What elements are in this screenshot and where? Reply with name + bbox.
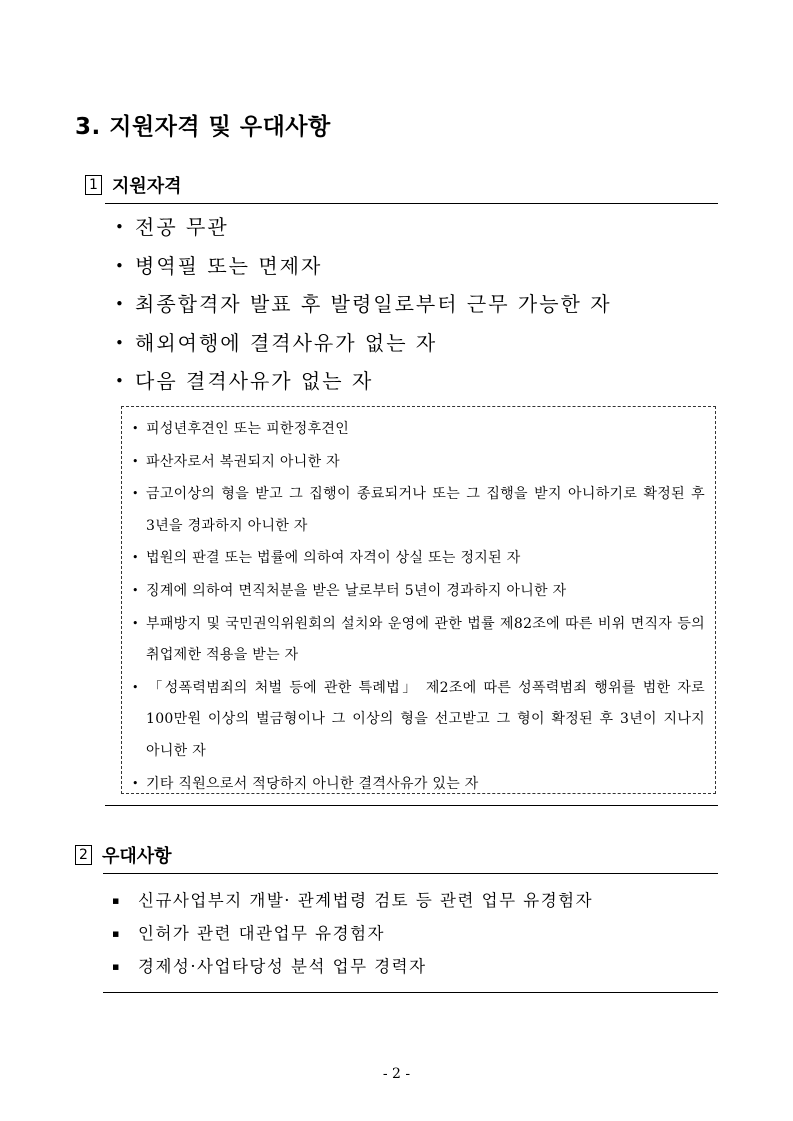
bullet-icon: •: [132, 616, 139, 630]
bullet-icon: •: [132, 583, 139, 597]
list-item: ▪ 신규사업부지 개발· 관계법령 검토 등 관련 업무 유경험자: [112, 884, 593, 917]
bullet-icon: ▪: [112, 960, 121, 973]
list-item: • 전공 무관: [115, 208, 612, 247]
list-item: ▪ 인허가 관련 대관업무 유경험자: [112, 917, 593, 950]
bullet-icon: •: [132, 422, 139, 435]
bullet-icon: ▪: [112, 894, 121, 907]
section-2-top-rule: [103, 873, 718, 874]
list-item: • 기타 직원으로서 적당하지 아니한 결격사유가 있는 자: [132, 768, 705, 801]
section-1-bottom-rule: [105, 805, 718, 806]
list-item: • 법원의 판결 또는 법률에 의하여 자격이 상실 또는 정지된 자: [132, 542, 705, 575]
page-number: - 2 -: [382, 1066, 411, 1082]
list-item: • 피성년후견인 또는 피한정후견인: [132, 413, 705, 446]
section-1-heading: 지원자격: [112, 176, 182, 197]
bullet-icon: •: [132, 487, 139, 501]
preference-list: [112, 884, 593, 983]
disqualification-list: [132, 413, 705, 800]
list-item: • 해외여행에 결격사유가 없는 자: [115, 324, 612, 363]
disqualification-box: [121, 406, 716, 794]
section-number-box: 1: [85, 175, 102, 195]
list-item: • 병역필 또는 면제자: [115, 247, 612, 286]
section-2-header: [75, 842, 172, 868]
bullet-icon: •: [115, 372, 126, 390]
list-item: • 부패방지 및 국민권익위원회의 설치와 운영에 관한 법률 제82조에 따른 비위 면직자 등의 취업제한 적용을 받는 자: [132, 608, 705, 672]
bullet-icon: •: [115, 218, 126, 236]
bullet-icon: •: [132, 551, 139, 565]
section-2-heading: 우대사항: [102, 846, 172, 867]
list-item: • 다음 결격사유가 없는 자: [115, 362, 612, 401]
list-item: • 징계에 의하여 면직처분을 받은 날로부터 5년이 경과하지 아니한 자: [132, 575, 705, 608]
bullet-icon: •: [132, 776, 139, 790]
page-title: 3. 지원자격 및 우대사항: [75, 114, 331, 140]
list-item: • 최종합격자 발표 후 발령일로부터 근무 가능한 자: [115, 285, 612, 324]
bullet-icon: •: [115, 256, 126, 275]
section-1-header: [85, 172, 182, 198]
bullet-icon: •: [115, 333, 126, 352]
bullet-icon: ▪: [112, 927, 121, 940]
section-number-box: 2: [75, 845, 92, 865]
list-item: • 파산자로서 복권되지 아니한 자: [132, 446, 705, 479]
list-item: ▪ 경제성·사업타당성 분석 업무 경력자: [112, 950, 593, 983]
list-item: • 「성폭력범죄의 처벌 등에 관한 특례법」 제2조에 따른 성폭력범죄 행위를 범한 자로 100만원 이상의 벌금형이나 그 이상의 형을 선고받고 그 형이 확정된 후 3년이 지나지 아니한 자: [132, 672, 705, 768]
qualification-list: [115, 208, 612, 401]
bullet-icon: •: [132, 454, 139, 468]
list-item: • 금고이상의 형을 받고 그 집행이 종료되거나 또는 그 집행을 받지 아니하기로 확정된 후 3년을 경과하지 아니한 자: [132, 478, 705, 542]
bullet-icon: •: [132, 680, 139, 694]
bullet-icon: •: [115, 295, 126, 313]
section-1-top-rule: [105, 203, 718, 204]
section-2-bottom-rule: [103, 992, 718, 993]
